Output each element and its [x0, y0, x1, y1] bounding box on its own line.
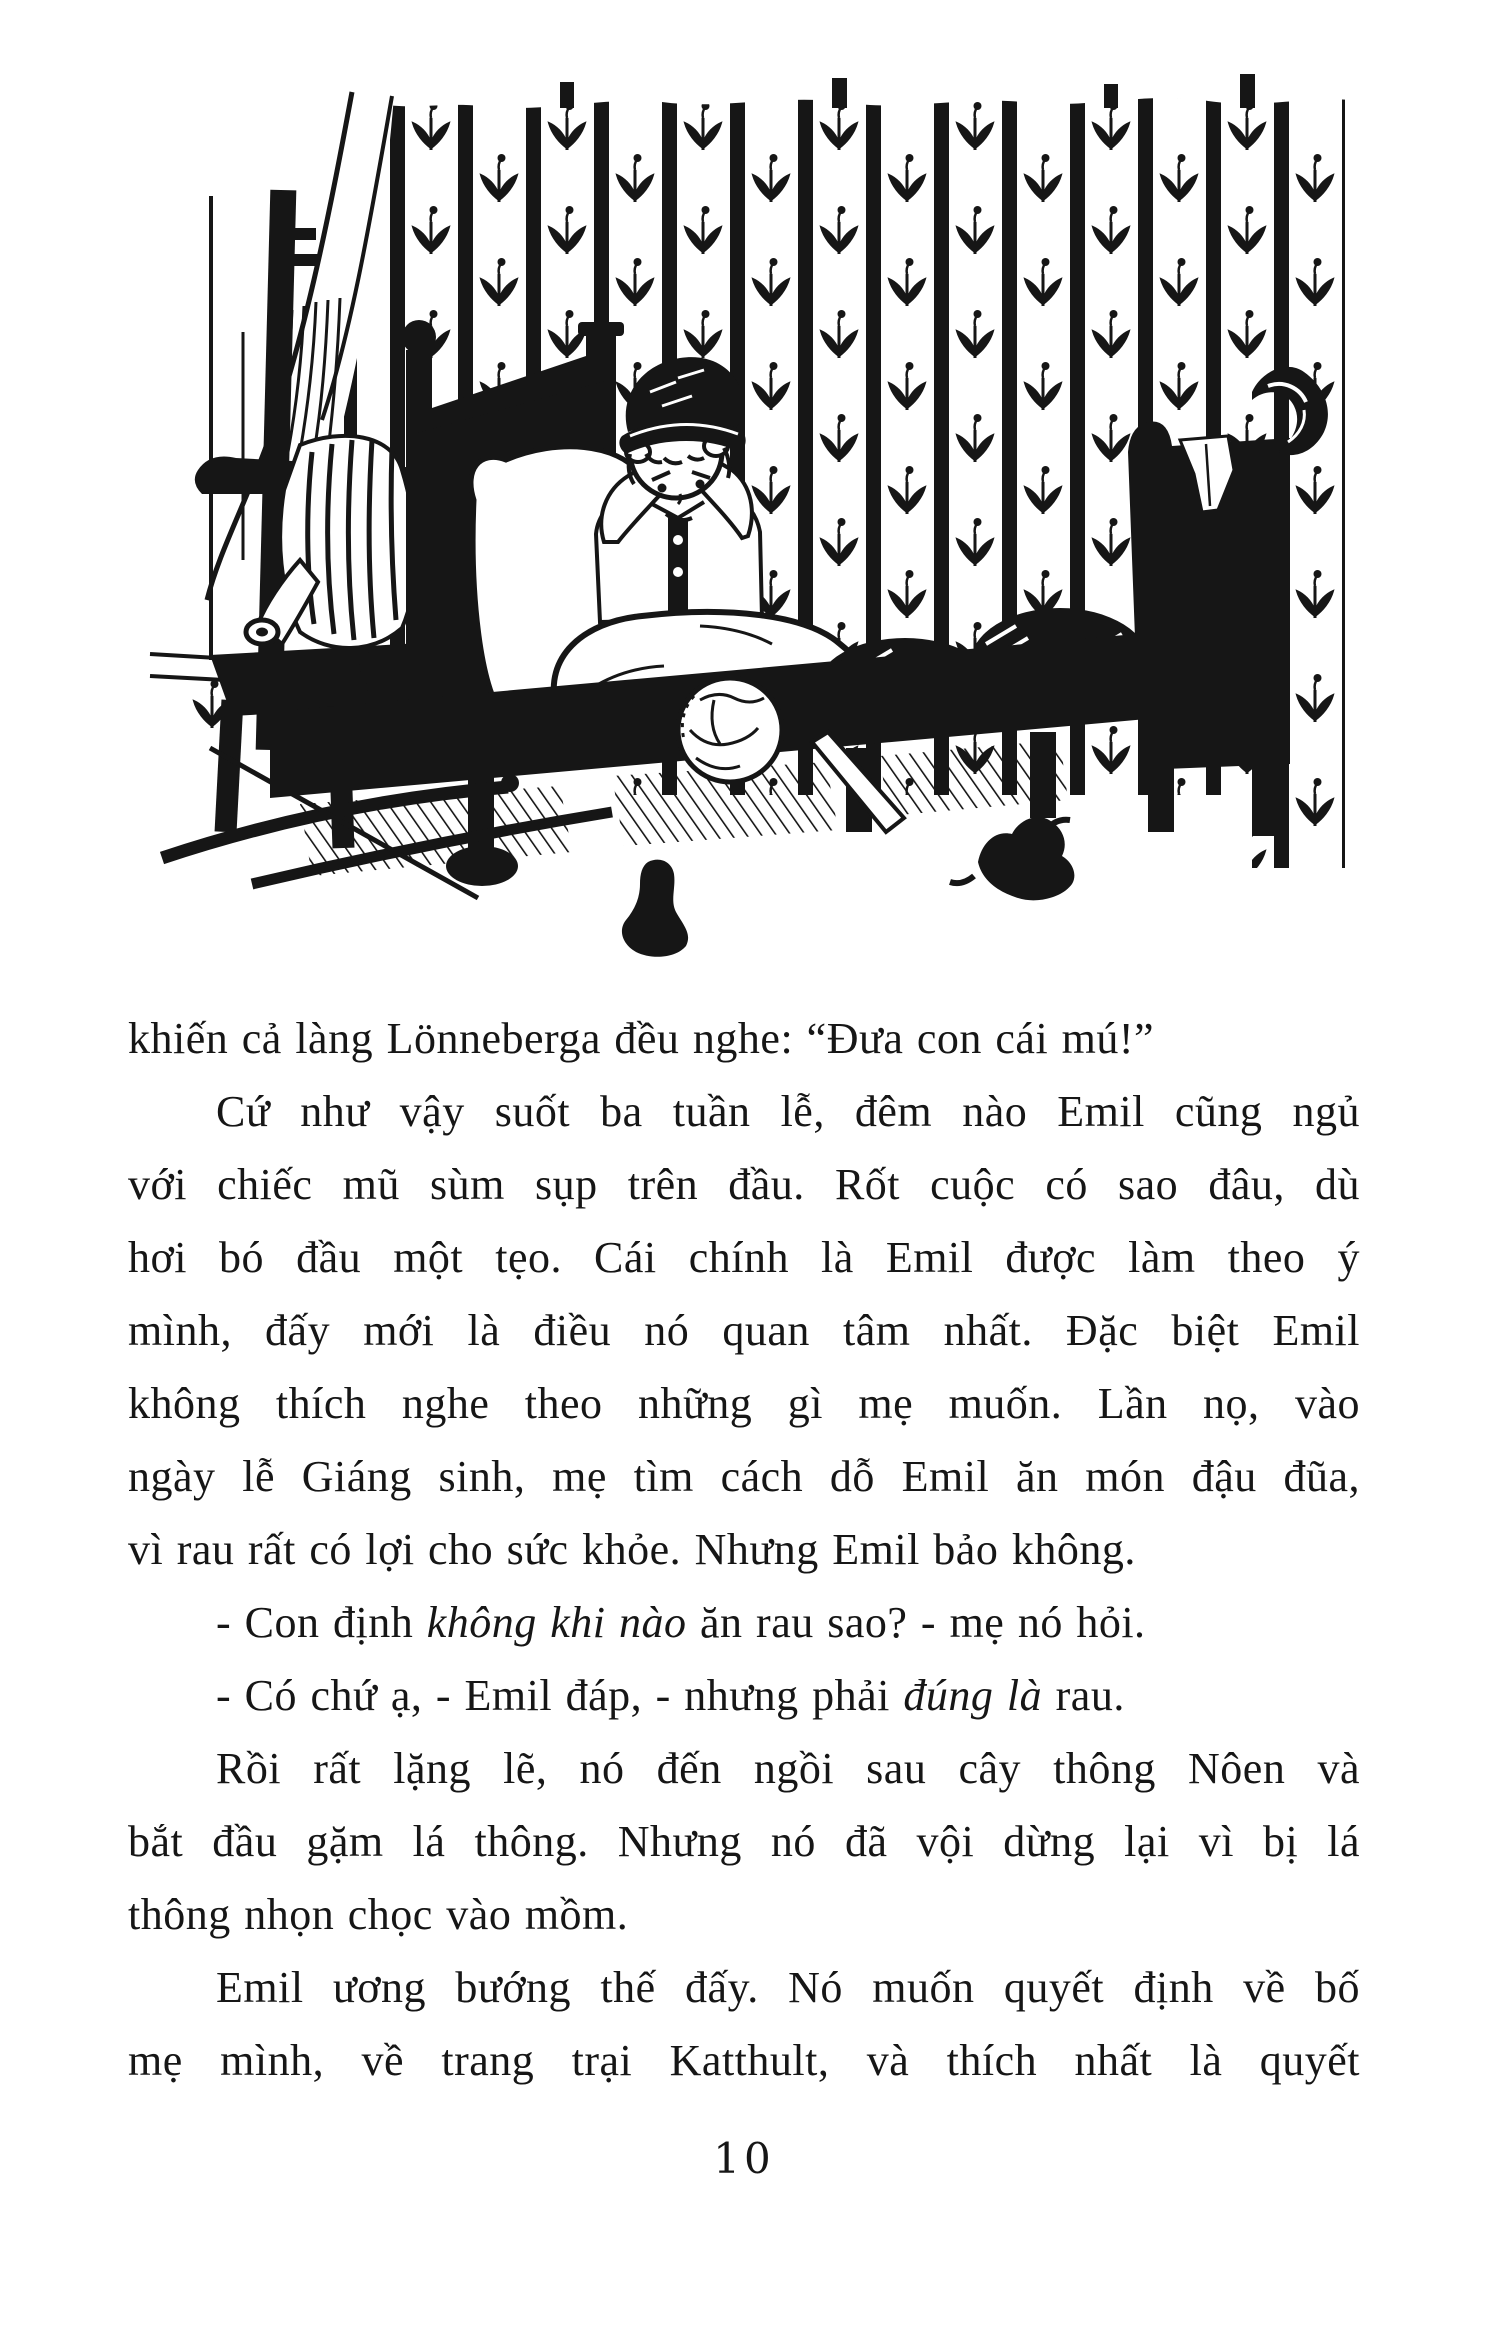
text-line: Emil ương bướng thế đấy. Nó muốn quyết định về bố — [216, 1963, 1360, 2012]
text-line: thông nhọn chọc vào mồm. — [128, 1890, 629, 1939]
text-line: với chiếc mũ sùm sụp trên đầu. Rốt cuộc có sao đâu, dù — [128, 1160, 1360, 1209]
text-line: bắt đầu gặm lá thông. Nhưng nó đã vội dừng lại vì bị lá — [128, 1817, 1360, 1866]
text-line: - Con định không khi nào ăn rau sao? - mẹ nó hỏi. — [216, 1598, 1146, 1647]
text-line: Cứ như vậy suốt ba tuần lễ, đêm nào Emil cũng ngủ — [216, 1087, 1360, 1136]
text-line: mẹ mình, về trang trại Katthult, và thích nhất là quyết — [128, 2036, 1360, 2085]
page-number: 10 — [713, 2134, 775, 2183]
text-line: hơi bó đầu một tẹo. Cái chính là Emil được làm theo ý — [128, 1233, 1360, 1282]
text-line: ngày lễ Giáng sinh, mẹ tìm cách dỗ Emil ăn món đậu đũa, — [128, 1452, 1360, 1501]
text-line: không thích nghe theo những gì mẹ muốn. Lần nọ, vào — [128, 1379, 1360, 1428]
illustration-emil-in-bed — [0, 0, 1512, 985]
ball-toy — [678, 678, 782, 782]
shoes — [950, 817, 1074, 900]
text-line: mình, đấy mới là điều nó quan tâm nhất. Đặc biệt Emil — [128, 1306, 1360, 1355]
text-line: khiến cả làng Lönneberga đều nghe: “Đưa con cái mú!” — [128, 1014, 1155, 1063]
body-text — [128, 1002, 1360, 2097]
text-line: vì rau rất có lợi cho sức khỏe. Nhưng Emil bảo không. — [128, 1525, 1136, 1574]
text-line: Rồi rất lặng lẽ, nó đến ngồi sau cây thông Nôen và — [216, 1744, 1360, 1793]
small-boot — [622, 860, 688, 957]
text-line: - Có chứ ạ, - Emil đáp, - nhưng phải đúng là rau. — [216, 1671, 1125, 1720]
